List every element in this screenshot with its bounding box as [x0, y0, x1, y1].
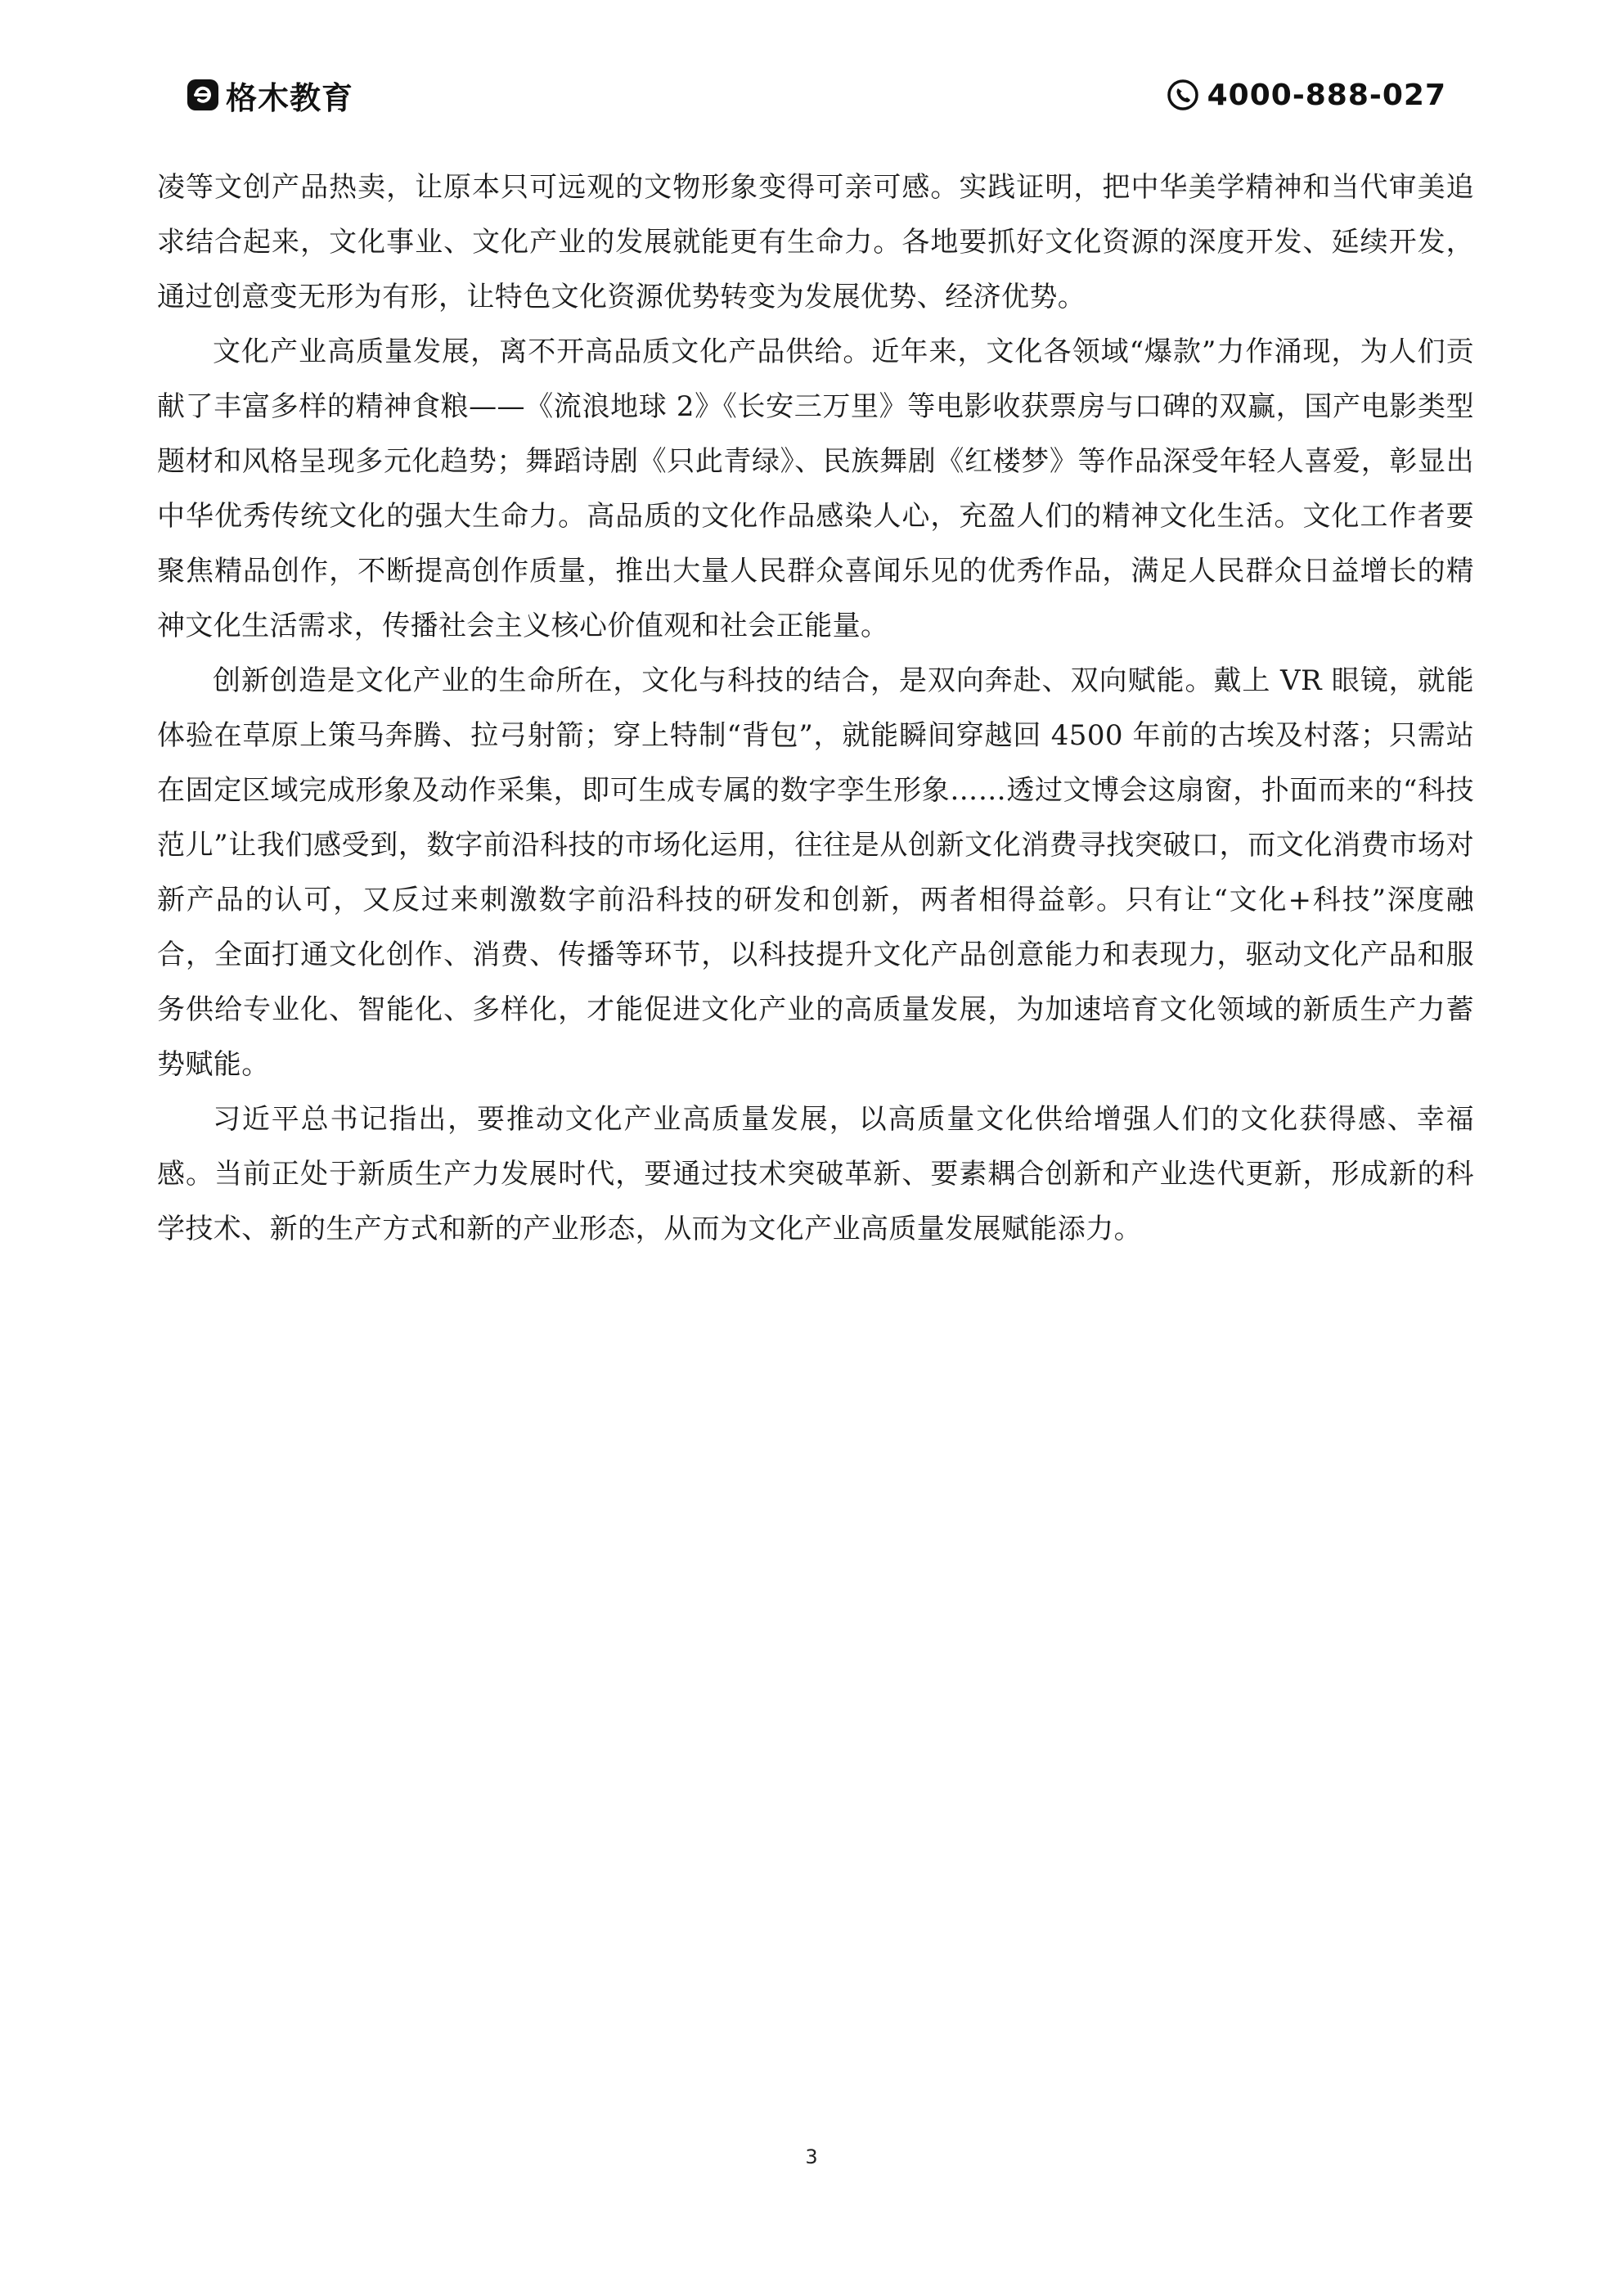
page-number: 3: [805, 2145, 818, 2168]
paragraph-2: 文化产业高质量发展，离不开高品质文化产品供给。近年来，文化各领域“爆款”力作涌现，为人们贡献了丰富多样的精神食粮——《流浪地球 2》《长安三万里》等电影收获票房与口碑的双赢，国产电影类型题材和风格呈现多元化趋势；舞蹈诗剧《只此青绿》、民族舞剧《红楼梦》等作品深受年轻人喜爱，彰显出中华优秀传统文化的强大生命力。高品质的文化作品感染人心，充盈人们的精神文化生活。文化工作者要聚焦精品创作，不断提高创作质量，推出大量人民群众喜闻乐见的优秀作品，满足人民群众日益增长的精神文化生活需求，传播社会主义核心价值观和社会正能量。: [157, 335, 1474, 642]
article-body: [157, 160, 1474, 1257]
page-header: [187, 72, 1446, 118]
paragraph-1: 凌等文创产品热卖，让原本只可远观的文物形象变得可亲可感。实践证明，把中华美学精神和当代审美追求结合起来，文化事业、文化产业的发展就能更有生命力。各地要抓好文化资源的深度开发、延续开发，通过创意变无形为有形，让特色文化资源优势转变为发展优势、经济优势。: [157, 171, 1474, 313]
phone-handset-icon: [1167, 79, 1199, 111]
paragraph-3: 创新创造是文化产业的生命所在，文化与科技的结合，是双向奔赴、双向赋能。戴上 VR 眼镜，就能体验在草原上策马奔腾、拉弓射箭；穿上特制“背包”，就能瞬间穿越回 4500 年前的古埃及村落；只需站在固定区域完成形象及动作采集，即可生成专属的数字孪生形象……透过文博会这扇窗，扑面而来的“科技范儿”让我们感受到，数字前沿科技的市场化运用，往往是从创新文化消费寻找突破口，而文化消费市场对新产品的认可，又反过来刺激数字前沿科技的研发和创新，两者相得益彰。只有让“文化+科技”深度融合，全面打通文化创作、消费、传播等环节，以科技提升文化产品创意能力和表现力，驱动文化产品和服务供给专业化、智能化、多样化，才能促进文化产业的高质量发展，为加速培育文化领域的新质生产力蓄势赋能。: [157, 664, 1474, 1081]
logo-e-icon: [187, 79, 219, 111]
brand: [187, 72, 353, 118]
phone-contact: [1167, 72, 1446, 118]
paragraph-4: 习近平总书记指出，要推动文化产业高质量发展，以高质量文化供给增强人们的文化获得感、幸福感。当前正处于新质生产力发展时代，要通过技术突破革新、要素耦合创新和产业迭代更新，形成新的科学技术、新的生产方式和新的产业形态，从而为文化产业高质量发展赋能添力。: [157, 1103, 1474, 1245]
phone-number: 4000-888-027: [1207, 78, 1446, 112]
brand-name: 格木教育: [226, 79, 354, 116]
